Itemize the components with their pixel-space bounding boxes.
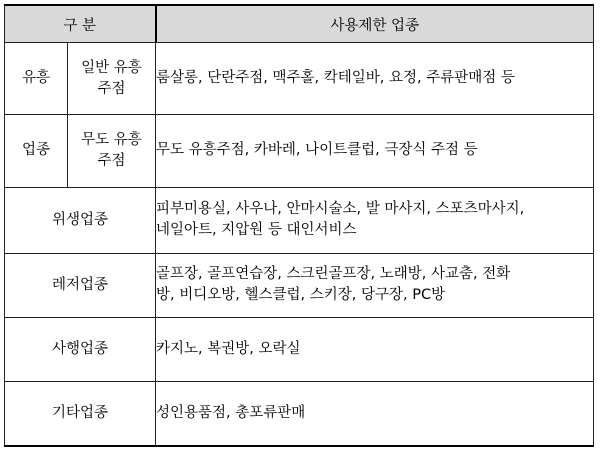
restricted-business-table: [4, 4, 594, 447]
header-category: 구 분: [5, 5, 156, 43]
desc-leisure-line2: 방, 비디오방, 헬스클럽, 스키장, 당구장, PC방: [156, 287, 446, 304]
desc-leisure: [156, 253, 594, 317]
desc-hygiene: [156, 187, 594, 253]
subcategory-free-line1: 무도 유흥: [81, 131, 142, 148]
table-row: [5, 382, 594, 446]
category-hygiene: 위생업종: [5, 187, 156, 253]
desc-other: 성인용품점, 총포류판매: [156, 382, 594, 446]
desc-leisure-line1: 골프장, 골프연습장, 스크린골프장, 노래방, 사교춤, 전화: [156, 266, 511, 283]
group-label-top: 유흥: [5, 43, 68, 115]
table-row: [5, 115, 594, 187]
desc-general: 룸살롱, 단란주점, 맥주홀, 칵테일바, 요정, 주류판매점 등: [156, 43, 594, 115]
table-row: [5, 318, 594, 382]
desc-free: 무도 유흥주점, 카바레, 나이트클럽, 극장식 주점 등: [156, 115, 594, 187]
subcategory-general-line2: 주점: [97, 80, 126, 97]
subcategory-general: [68, 43, 156, 115]
desc-hygiene-line2: 네일아트, 지압원 등 대인서비스: [156, 222, 357, 239]
category-other: 기타업종: [5, 382, 156, 446]
subcategory-free-line2: 주점: [97, 152, 126, 169]
desc-hygiene-line1: 피부미용실, 사우나, 안마시술소, 발 마사지, 스포츠마사지,: [156, 201, 525, 218]
header-row: [5, 5, 594, 43]
group-label-bottom: 업종: [5, 115, 68, 187]
table-row: [5, 253, 594, 317]
subcategory-free: [68, 115, 156, 187]
subcategory-general-line1: 일반 유흥: [81, 59, 142, 76]
table-row: [5, 43, 594, 115]
category-leisure: 레저업종: [5, 253, 156, 317]
table-row: [5, 187, 594, 253]
desc-gambling: 카지노, 복권방, 오락실: [156, 318, 594, 382]
header-restricted: 사용제한 업종: [156, 5, 594, 43]
category-gambling: 사행업종: [5, 318, 156, 382]
